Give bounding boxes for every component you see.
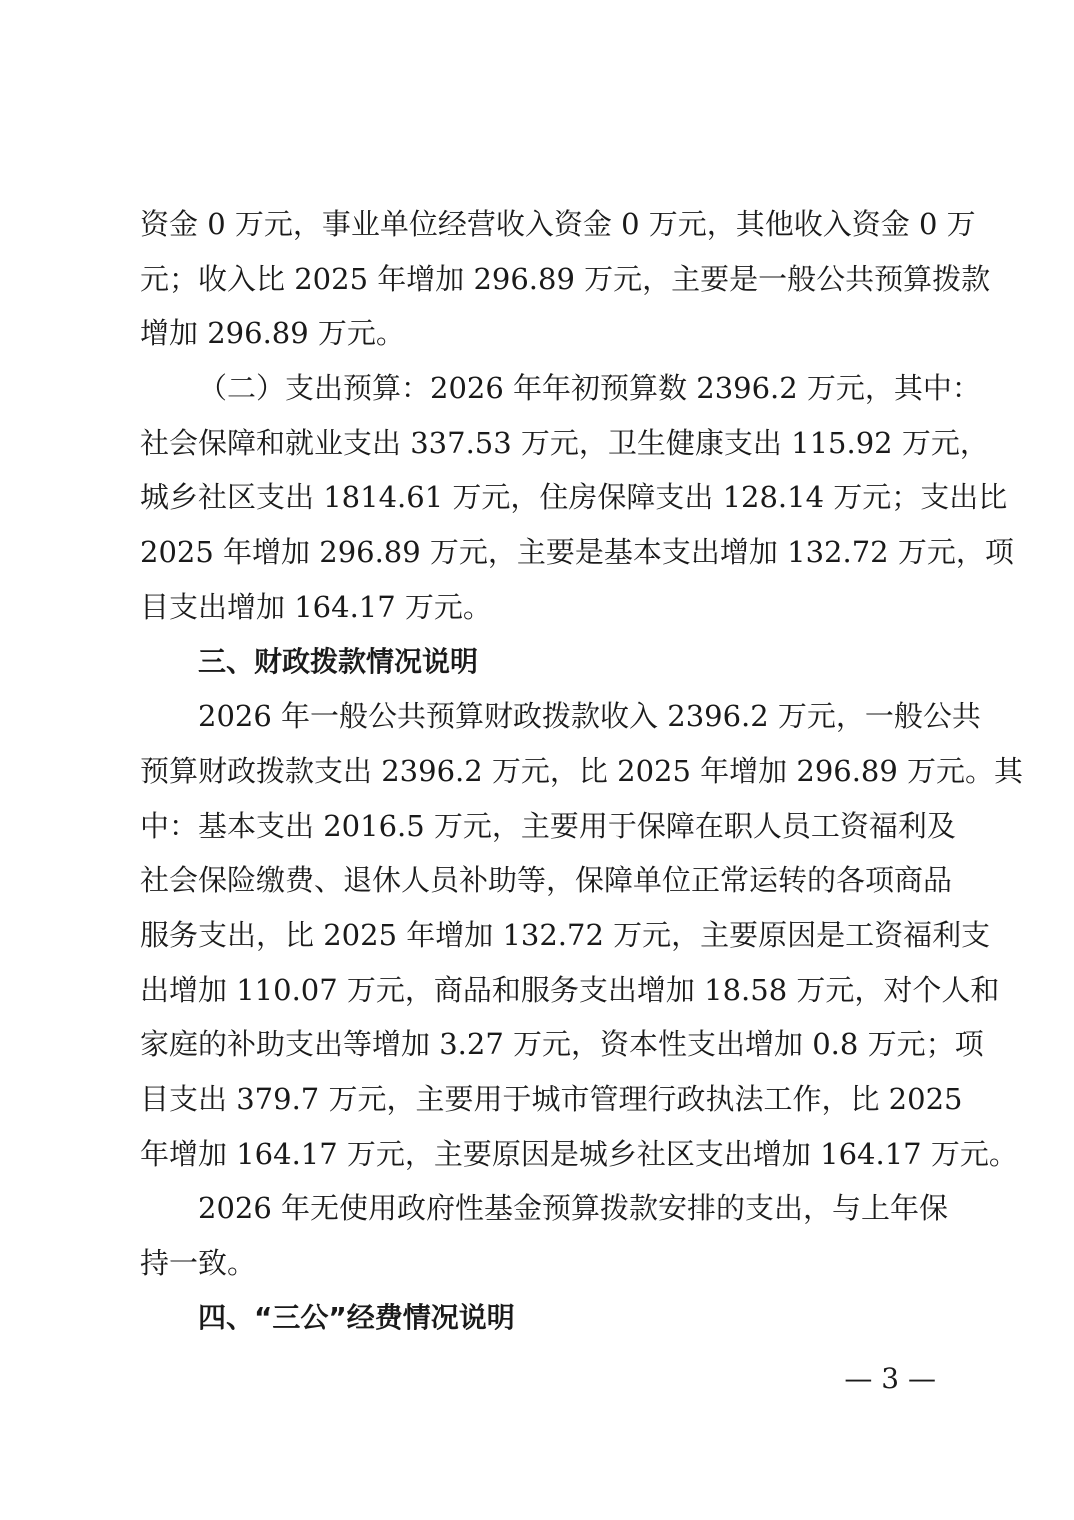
text-line: 服务支出，比 2025 年增加 132.72 万元，主要原因是工资福利支 [140,917,991,952]
text-line: 中：基本支出 2016.5 万元，主要用于保障在职人员工资福利及 [140,808,956,843]
text-line: 城乡社区支出 1814.61 万元，住房保障支出 128.14 万元；支出比 [140,480,1008,515]
text-line: 预算财政拨款支出 2396.2 万元，比 2025 年增加 296.89 万元。其 [140,753,1024,788]
text-line: 目支出增加 164.17 万元。 [140,589,492,624]
text-line: 持一致。 [140,1246,257,1281]
text-line: 出增加 110.07 万元，商品和服务支出增加 18.58 万元，对个人和 [140,972,1000,1007]
page-number: — 3 — [844,1362,936,1395]
text-line: 2026 年一般公共预算财政拨款收入 2396.2 万元，一般公共 [198,699,981,734]
section-heading-three-public-expenses: 四、“三公”经费情况说明 [198,1300,515,1334]
text-line: 2026 年无使用政府性基金预算拨款安排的支出，与上年保 [198,1191,949,1226]
text-line: 社会保险缴费、退休人员补助等，保障单位正常运转的各项商品 [140,863,953,898]
document-body [140,197,1024,1345]
text-line: 目支出 379.7 万元，主要用于城市管理行政执法工作，比 2025 [140,1082,963,1116]
text-line: 年增加 164.17 万元，主要原因是城乡社区支出增加 164.17 万元。 [140,1136,1018,1171]
text-line: 2025 年增加 296.89 万元，主要是基本支出增加 132.72 万元，项 [140,535,1014,570]
text-line: 增加 296.89 万元。 [140,316,405,351]
section-heading-fiscal-appropriation: 三、财政拨款情况说明 [198,644,479,678]
text-line: 资金 0 万元，事业单位经营收入资金 0 万元，其他收入资金 0 万 [140,207,976,241]
text-line: 家庭的补助支出等增加 3.27 万元，资本性支出增加 0.8 万元；项 [140,1027,984,1062]
text-line: 社会保障和就业支出 337.53 万元，卫生健康支出 115.92 万元， [140,425,989,460]
text-line: 元；收入比 2025 年增加 296.89 万元，主要是一般公共预算拨款 [140,261,991,296]
section-expenditure-budget-line: （二）支出预算：2026 年年初预算数 2396.2 万元，其中： [198,371,981,406]
